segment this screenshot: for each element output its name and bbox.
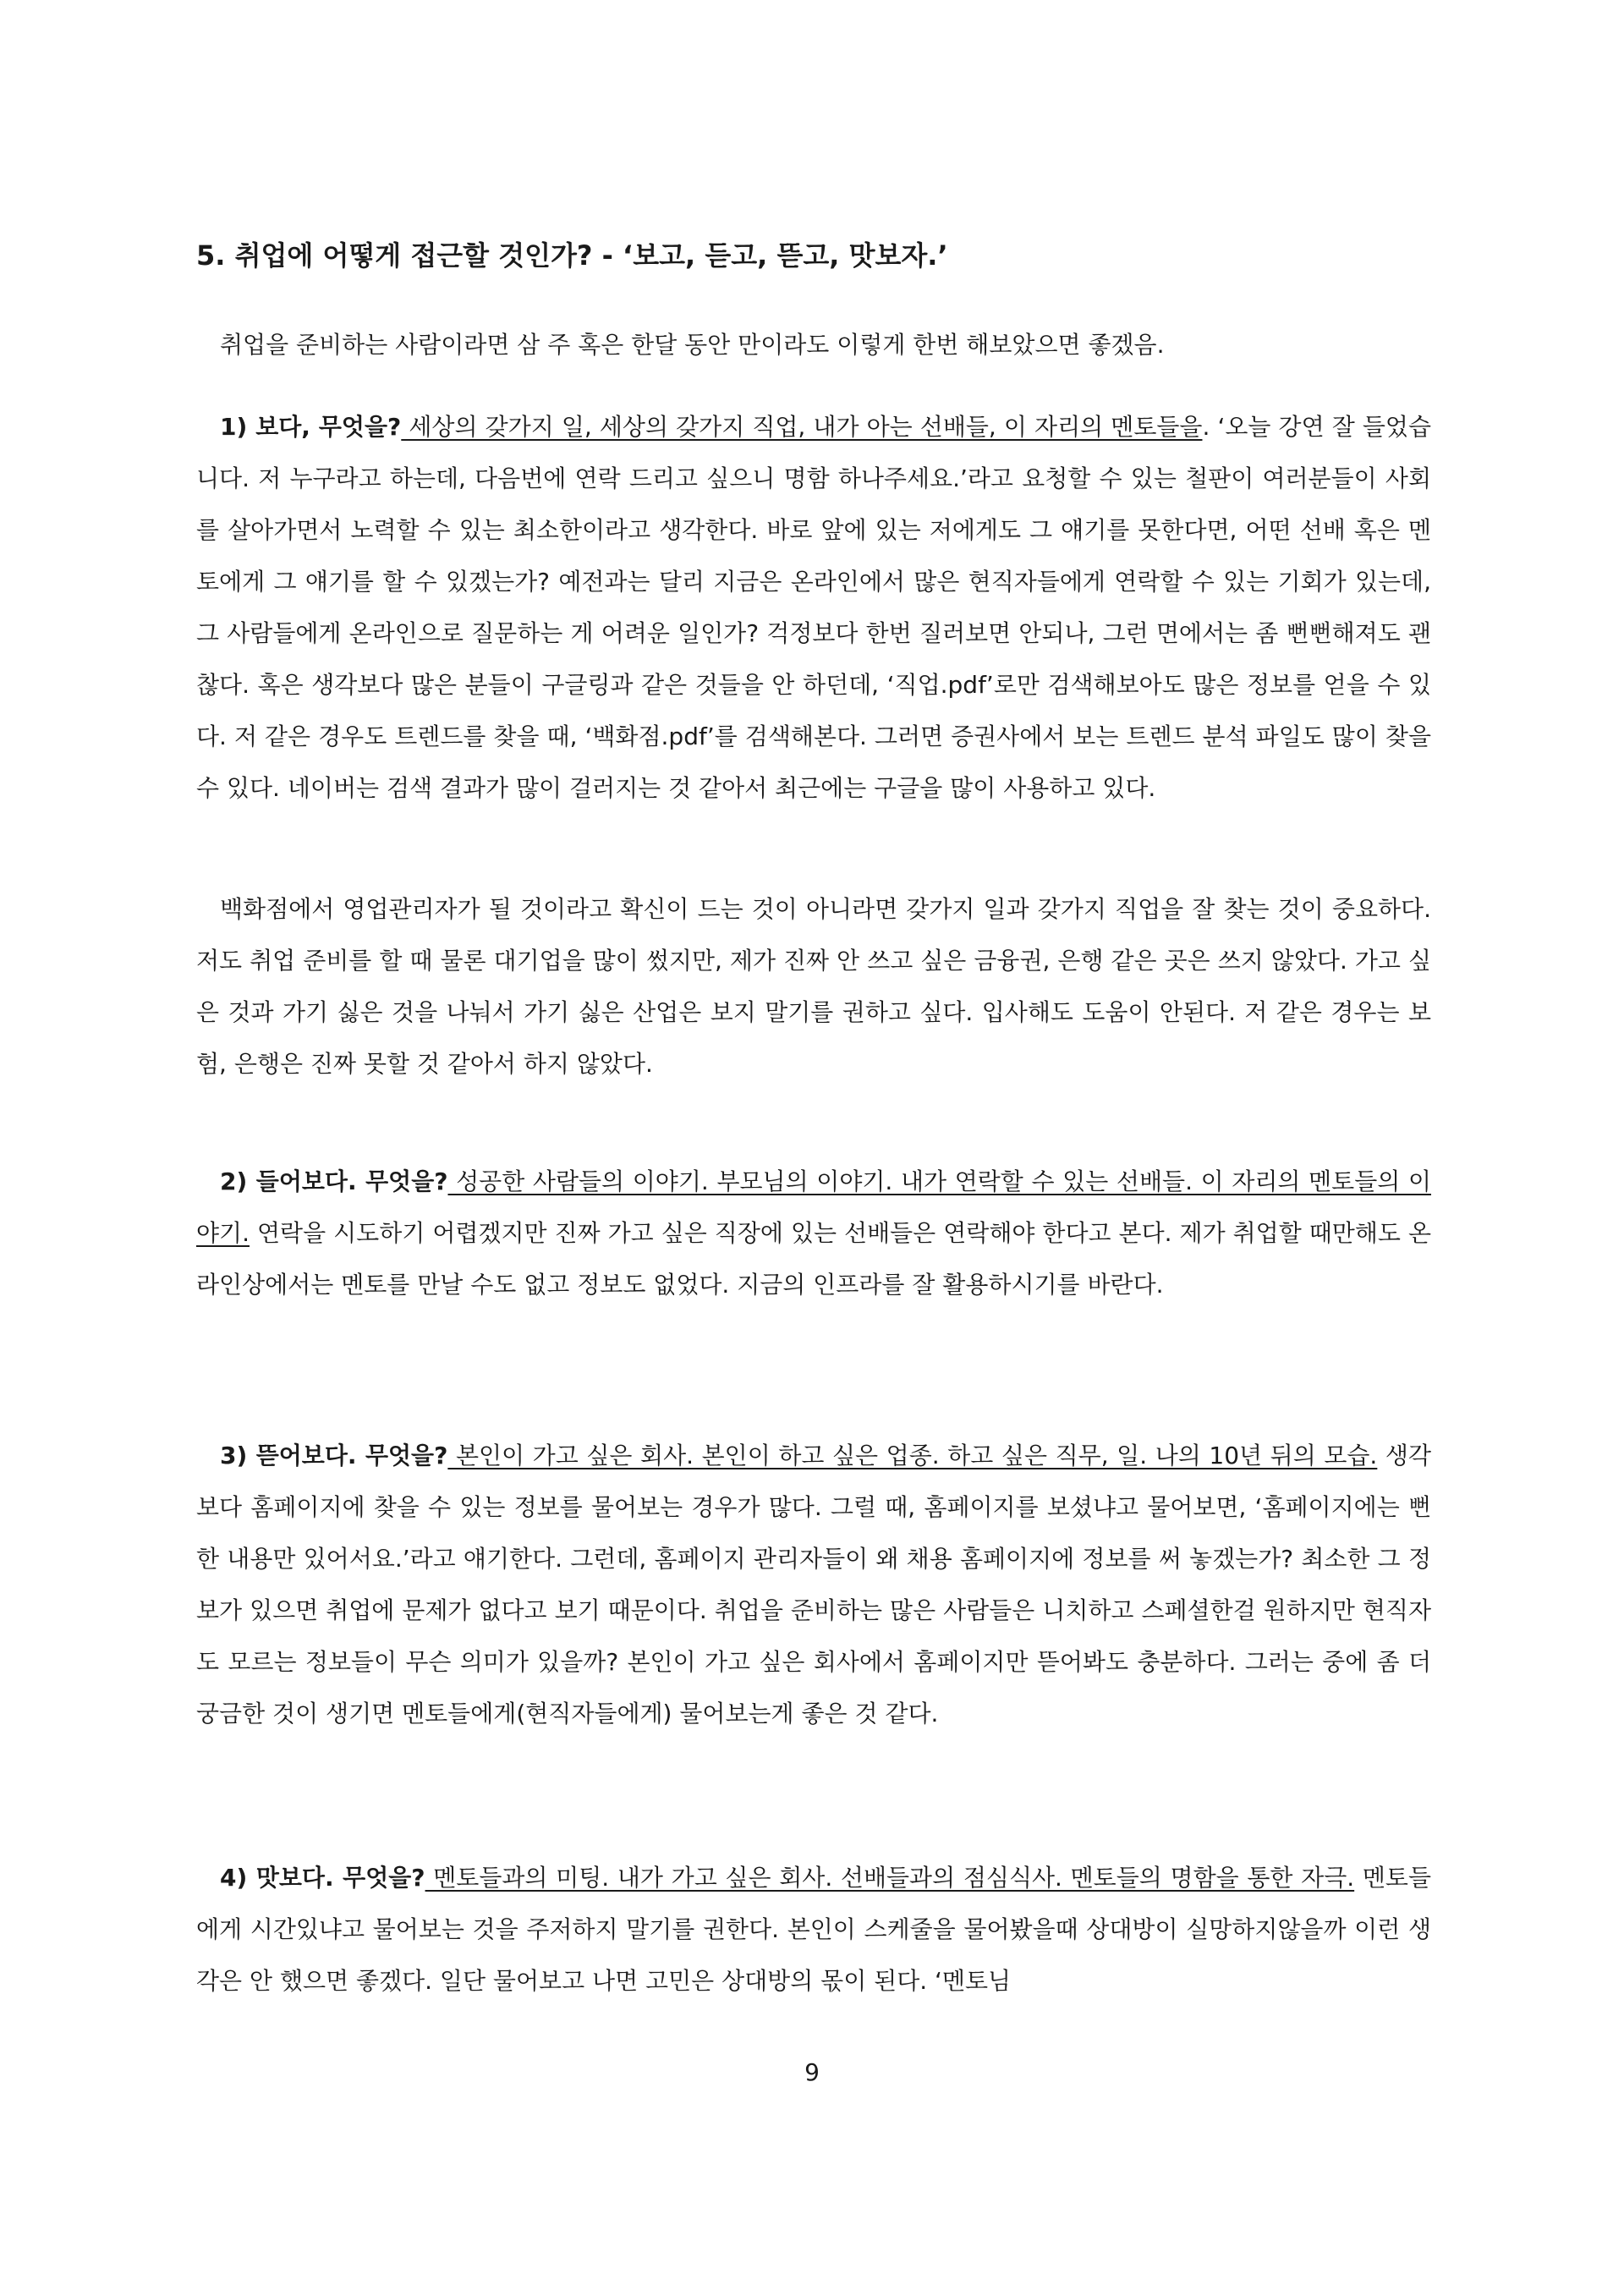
intro-paragraph: 취업을 준비하는 사람이라면 삼 주 혹은 한달 동안 만이라도 이렇게 한번 해보았으면 좋겠음. xyxy=(220,331,1165,359)
section-3-underlined-text: 본인이 가고 싶은 회사. 본인이 하고 싶은 업종. 하고 싶은 직무, 일. 나의 10년 뒤의 모습. xyxy=(447,1442,1378,1469)
section-4-body: 멘토들에게 시간있냐고 물어보는 것을 주저하지 말기를 권한다. 본인이 스케줄을 물어봤을때 상대방이 실망하지않을까 이런 생각은 안 했으면 좋겠다. 일단 물어보고 나면 고민은 상대방의 몫이 된다. ‘멘토님 xyxy=(196,1864,1431,1995)
section-3-lead: 3) 뜯어보다. 무엇을? xyxy=(220,1442,448,1469)
section-1-lead: 1) 보다, 무엇을? xyxy=(220,413,402,441)
section-4-underlined-text: 멘토들과의 미팅. 내가 가고 싶은 회사. 선배들과의 점심식사. 멘토들의 명함을 통한 자극. xyxy=(425,1864,1355,1892)
section-1-body: . ‘오늘 강연 잘 들었습니다. 저 누구라고 하는데, 다음번에 연락 드리고 싶으니 명함 하나주세요.’라고 요청할 수 있는 철판이 여러분들이 사회를 살아가면서 노력할 수 있는 최소한이라고 생각한다. 바로 앞에 있는 저에게도 그 얘기를 못한다면, 어떤 선배 혹은 멘토에게 그 얘기를 할 수 있겠는가? 예전과는 달리 지금은 온라인에서 많은 현직자들에게 연락할 수 있는 기회가 있는데, 그 사람들에게 온라인으로 질문하는 게 어려운 일인가? 걱정보다 한번 질러보면 안되나, 그런 면에서는 좀 뻔뻔해져도 괜찮다. 혹은 생각보다 많은 분들이 구글링과 같은 것들을 안 하던데, ‘직업.pdf’로만 검색해보아도 많은 정보를 얻을 수 있다. 저 같은 경우도 트렌드를 찾을 때, ‘백화점.pdf’를 검색해본다. 그러면 증권사에서 보는 트렌드 분석 파일도 많이 찾을 수 있다. 네이버는 검색 결과가 많이 걸러지는 것 같아서 최근에는 구글을 많이 사용하고 있다. xyxy=(196,413,1431,802)
section-2-body: 연락을 시도하기 어렵겠지만 진짜 가고 싶은 직장에 있는 선배들은 연락해야 한다고 본다. 제가 취업할 때만해도 온라인상에서는 멘토를 만날 수도 없고 정보도 없었다. 지금의 인프라를 잘 활용하시기를 바란다. xyxy=(196,1219,1431,1299)
section-1-underlined-text: 세상의 갖가지 일, 세상의 갖가지 직업, 내가 아는 선배들, 이 자리의 멘토들을 xyxy=(401,413,1203,441)
section-heading: 5. 취업에 어떻게 접근할 것인가? - ‘보고, 듣고, 뜯고, 맛보자.’ xyxy=(196,239,948,272)
section-4-paragraph xyxy=(196,1852,1431,2007)
section-2-paragraph xyxy=(196,1156,1431,1310)
section-2-underlined-text: 성공한 사람들의 이야기. 부모님의 이야기. 내가 연락할 수 있는 선배들. 이 자리의 멘토들의 이야기. xyxy=(196,1167,1431,1247)
page-number: 9 xyxy=(804,2058,820,2086)
section-1-paragraph xyxy=(196,401,1431,814)
section-3-body: 생각보다 홈페이지에 찾을 수 있는 정보를 물어보는 경우가 많다. 그럴 때, 홈페이지를 보셨냐고 물어보면, ‘홈페이지에는 뻔한 내용만 있어서요.’라고 얘기한다. 그런데, 홈페이지 관리자들이 왜 채용 홈페이지에 정보를 써 놓겠는가? 최소한 그 정보가 있으면 취업에 문제가 없다고 보기 때문이다. 취업을 준비하는 많은 사람들은 니치하고 스페셜한걸 원하지만 현직자도 모르는 정보들이 무슨 의미가 있을까? 본인이 가고 싶은 회사에서 홈페이지만 뜯어봐도 충분하다. 그러는 중에 좀 더 궁금한 것이 생기면 멘토들에게(현직자들에게) 물어보는게 좋은 것 같다. xyxy=(196,1442,1432,1727)
section-3-paragraph xyxy=(196,1430,1431,1739)
section-4-lead: 4) 맛보다. 무엇을? xyxy=(220,1864,425,1892)
section-1-paragraph-2: 백화점에서 영업관리자가 될 것이라고 확신이 드는 것이 아니라면 갖가지 일과 갖가지 직업을 잘 찾는 것이 중요하다. 저도 취업 준비를 할 때 물론 대기업을 많이 썼지만, 제가 진짜 안 쓰고 싶은 금융권, 은행 같은 곳은 쓰지 않았다. 가고 싶은 것과 가기 싫은 것을 나눠서 가기 싫은 산업은 보지 말기를 권하고 싶다. 입사해도 도움이 안된다. 저 같은 경우는 보험, 은행은 진짜 못할 것 같아서 하지 않았다. xyxy=(196,895,1431,1078)
section-2-lead: 2) 들어보다. 무엇을? xyxy=(220,1167,448,1195)
